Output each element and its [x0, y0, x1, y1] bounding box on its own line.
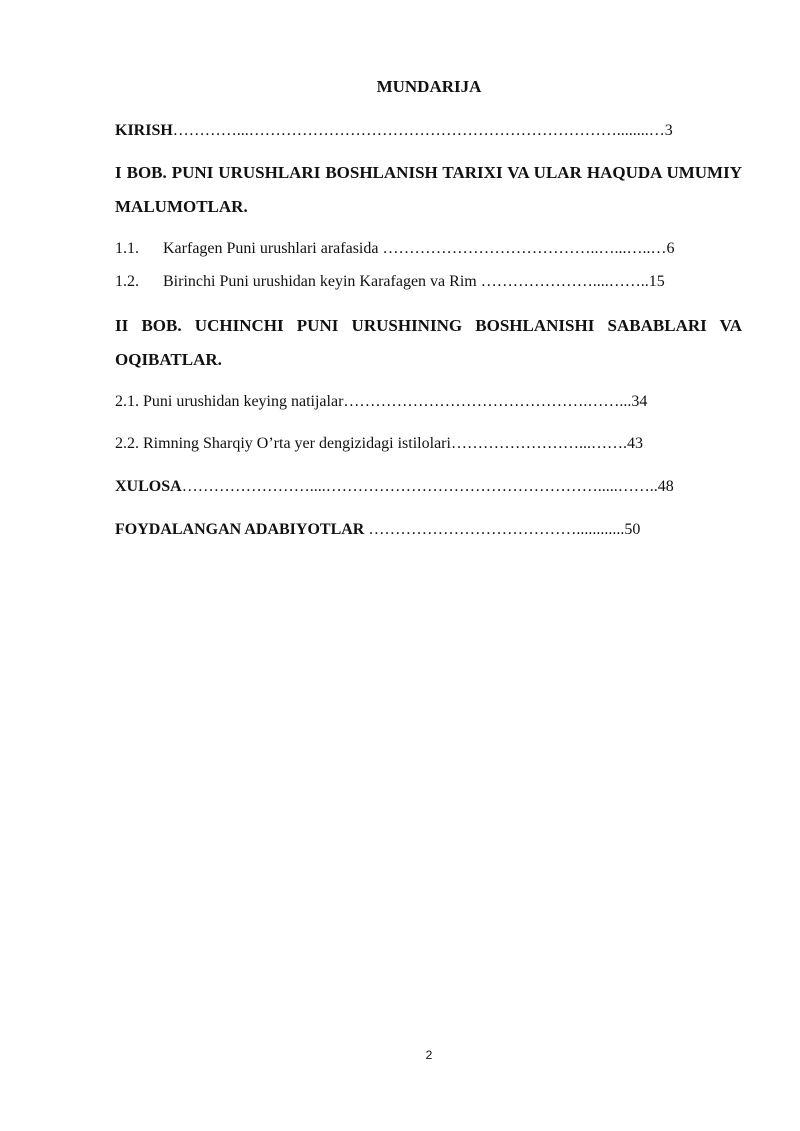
toc-entry-label: KIRISH [115, 122, 173, 139]
toc-leader: ……………………………………….……... [343, 393, 632, 410]
toc-chapter-1-heading[interactable]: I BOB. PUNI URUSHLARI BOSHLANISH TARIXI VA ULAR HAQUDA UMUMIY MALUMOTLAR. [115, 163, 742, 216]
toc-leader: ……………………...……. [450, 435, 627, 452]
toc-page-number: 15 [648, 273, 665, 290]
toc-entry-label: FOYDALANGAN ADABIYOTLAR [115, 521, 365, 538]
toc-leader: ……………………....…………………………………………….....…….. [181, 478, 658, 495]
toc-page-number: 48 [657, 478, 674, 495]
toc-entry-1-2[interactable] [115, 272, 742, 292]
toc-entry-label: 2.2. Rimning Sharqiy O’rta yer dengizidagi istilolari [115, 435, 451, 452]
toc-entry-label: 2.1. Puni urushidan keying natijalar [115, 393, 344, 410]
toc-leader: …………………………………..…...…..… [378, 240, 667, 257]
toc-entry-2-1[interactable] [115, 392, 742, 412]
page-title: MUNDARIJA [376, 77, 482, 96]
toc-chapter-2-heading[interactable]: II BOB. UCHINCHI PUNI URUSHINING BOSHLANISHI SABABLARI VA OQIBATLAR. [115, 316, 742, 369]
toc-leader: …………...……………………………………………………………........… [172, 122, 665, 139]
toc-entry-label: Birinchi Puni urushidan keyin Karafagen va Rim [163, 273, 477, 290]
toc-entry-xulosa[interactable] [115, 477, 742, 497]
toc-entry-kirish[interactable] [115, 121, 742, 141]
toc-entry-label: XULOSA [115, 478, 182, 495]
toc-entry-label: Karfagen Puni urushlari arafasida [163, 240, 379, 257]
toc-entry-2-2[interactable] [115, 434, 742, 454]
toc-entry-1-1[interactable] [115, 239, 742, 259]
toc-page-number: 43 [626, 435, 643, 452]
toc-section-number: 1.2. [115, 273, 139, 290]
toc-page-number: 50 [624, 521, 641, 538]
toc-leader: …………………....…….. [476, 273, 649, 290]
toc-section-number: 1.1. [115, 240, 139, 257]
toc-page-number: 34 [631, 393, 648, 410]
toc-leader: …………………………………............ [364, 521, 625, 538]
toc-page-number: 6 [666, 240, 675, 257]
toc-page-number: 3 [664, 122, 673, 139]
toc-entry-adabiyotlar[interactable] [115, 520, 742, 540]
page-number: 2 [425, 1048, 433, 1062]
